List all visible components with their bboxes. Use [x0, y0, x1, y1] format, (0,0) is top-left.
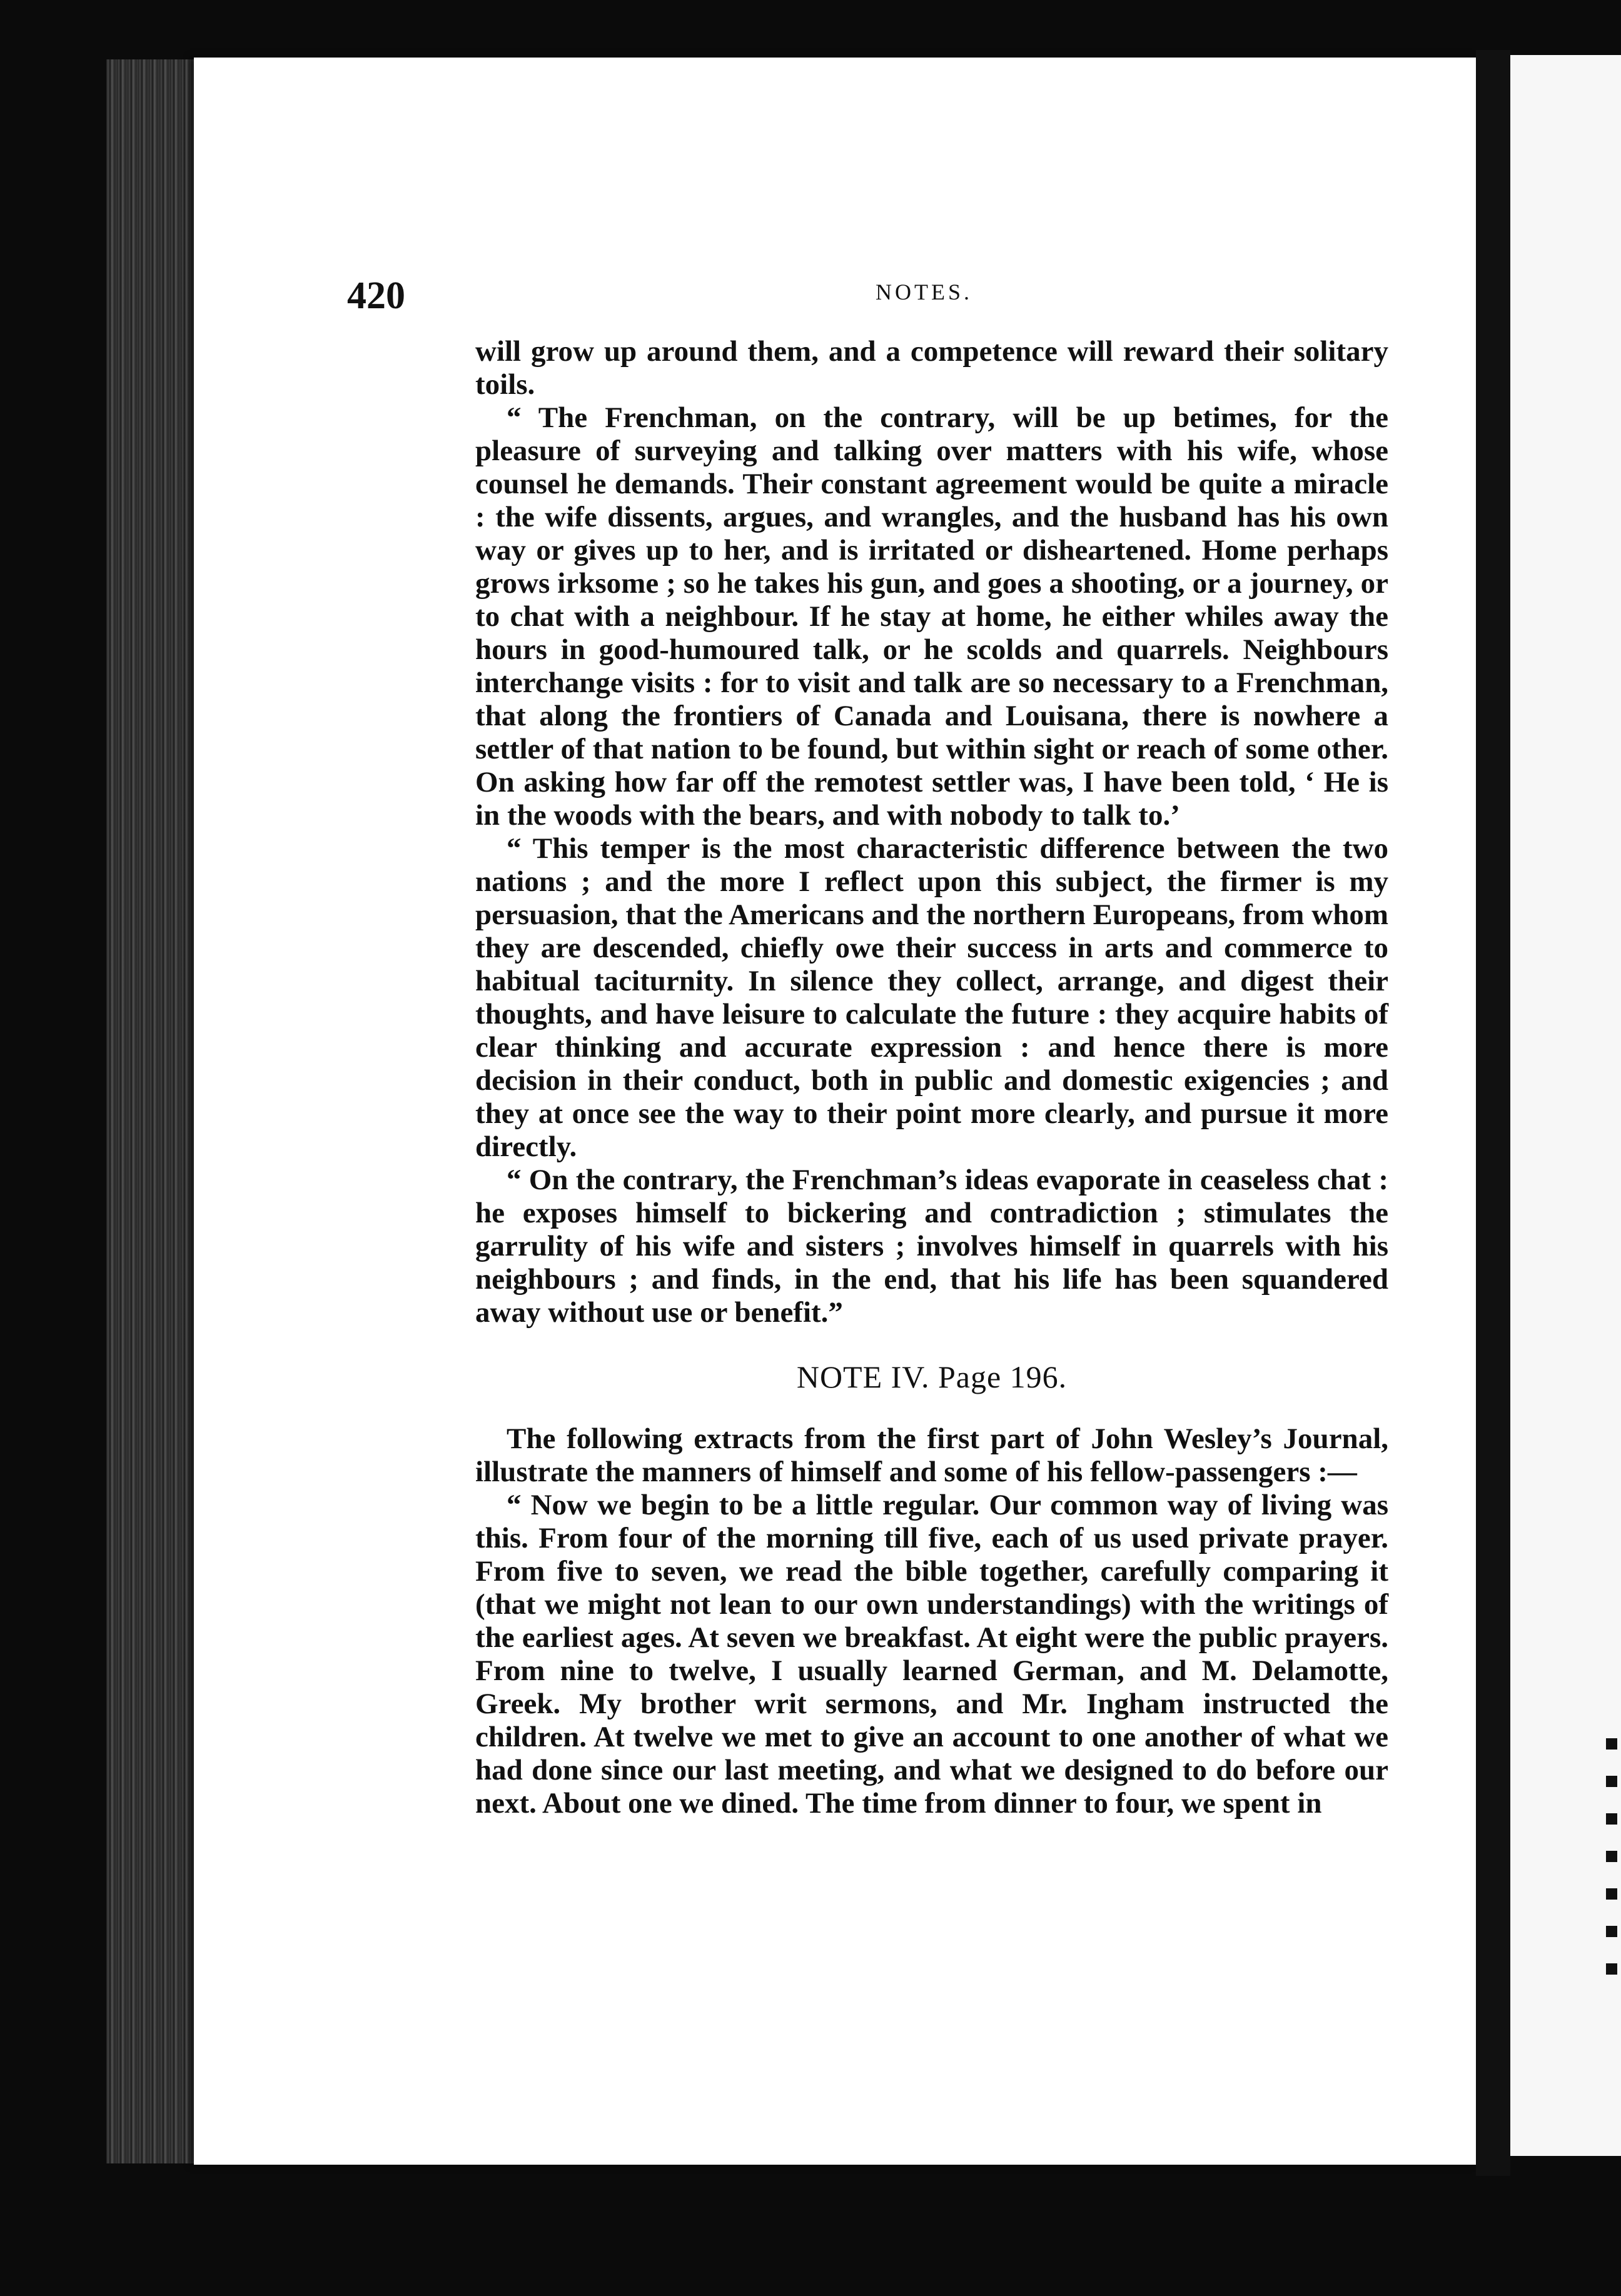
paragraph: “ On the contrary, the Frenchman’s ideas evaporate in ceaseless chat : he exposes himself to bickering and contradiction ; stimulates the garrulity of his wife and sisters ; involves himself in quarrels with his neighbours ; and finds, in the end, that his life has been squandered away without use or benefit.”	[475, 1164, 1388, 1329]
paragraph: “ Now we begin to be a little regular. Our common way of living was this. From four of the morning till five, each of us used private prayer. From five to seven, we read the bible together, carefully comparing it (that we might not lean to our own understandings) with the writings of the earliest ages. At seven we breakfast. At eight were the public prayers. From nine to twelve, I usually learned German, and M. Delamotte, Greek. My brother writ sermons, and Mr. Ingham instructed the children. At twelve we met to give an account to one another of what we had done since our last meeting, and what we designed to do before our next. About one we dined. The time from dinner to four, we spent in	[475, 1489, 1388, 1820]
adjacent-page-edge	[1510, 55, 1621, 2156]
paragraph-continuation: will grow up around them, and a competence will reward their solitary toils.	[475, 335, 1388, 401]
book-spine-edge	[106, 59, 200, 2163]
note-heading: NOTE IV. Page 196.	[796, 1359, 1068, 1394]
page-body	[475, 335, 1388, 1820]
page-number: 420	[347, 274, 405, 317]
paragraph: The following extracts from the first part of John Wesley’s Journal, illustrate the manners of himself and some of his fellow-passengers :—	[475, 1422, 1388, 1488]
paragraph: “ The Frenchman, on the contrary, will be up betimes, for the pleasure of surveying and talking over matters with his wife, whose counsel he demands. Their constant agreement would be quite a miracle : the wife dissents, argues, and wrangles, and the husband has his own way or gives up to her, and is irritated or disheartened. Home perhaps grows irksome ; so he takes his gun, and goes a shooting, or a journey, or to chat with a neighbour. If he stay at home, he either whiles away the hours in good-humoured talk, or he scolds and quarrels. Neighbours interchange visits : for to visit and talk are so necessary to a Frenchman, that along the frontiers of Canada and Louisana, there is nowhere a settler of that nation to be found, but within sight or reach of some other. On asking how far off the remotest settler was, I have been told, ‘ He is in the woods with the bears, and with nobody to talk to.’	[475, 401, 1388, 832]
adjacent-page-text-marks	[1606, 1738, 1617, 1988]
page-gutter	[1476, 50, 1510, 2176]
running-head: NOTES.	[876, 279, 972, 305]
paragraph: “ This temper is the most characteristic difference between the two nations ; and the more I reflect upon this subject, the firmer is my persuasion, that the Americans and the northern Europeans, from whom they are descended, chiefly owe their success in arts and commerce to habitual taciturnity. In silence they collect, arrange, and digest their thoughts, and have leisure to calculate the future : they acquire habits of clear thinking and accurate expression : and hence there is more decision in their conduct, both in public and domestic exigencies ; and they at once see the way to their point more clearly, and pursue it more directly.	[475, 832, 1388, 1163]
